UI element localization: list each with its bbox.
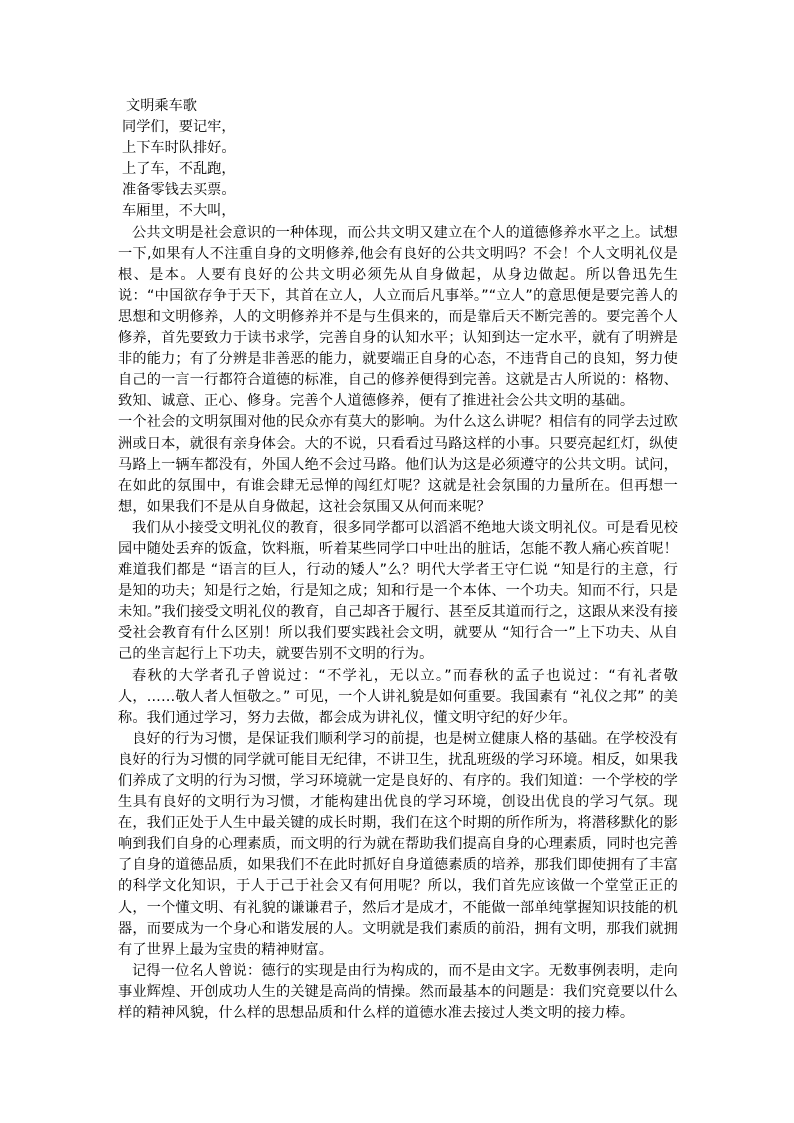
paragraph-confucius: 春秋的大学者孔子曾说过：“不学礼，无以立。”而春秋的孟子也说过：“有礼者敬人，……敬人者人恒敬之。” 可见，一个人讲礼貌是如何重要。我国素有 “礼仪之邦” 的美称。我们通过学习，努力去做，都会成为讲礼仪，懂文明守纪的好少年。 <box>118 667 678 726</box>
poem-line: 车厢里，不大叫， <box>122 203 236 220</box>
poem-line: 准备零钱去买票。 <box>122 182 236 199</box>
paragraph-behavior-habits: 良好的行为习惯，是保证我们顺利学习的前提，也是树立健康人格的基础。在学校没有良好的行为习惯的同学就可能目无纪律，不讲卫生，扰乱班级的学习环境。相反，如果我们养成了文明的行为习惯，学习环境就一定是良好的、有序的。我们知道：一个学校的学生具有良好的文明行为习惯，才能构建出优良的学习环境，创设出优良的学习气氛。现在，我们正处于人生中最关键的成长时期，我们在这个时期的所作所为，将潜移默化的影响到我们自身的心理素质，而文明的行为就在帮助我们提高自身的心理素质，同时也完善了自身的道德品质，如果我们不在此时抓好自身道德素质的培养，那我们即使拥有了丰富的科学文化知识，于人于己于社会又有何用呢？所以，我们首先应该做一个堂堂正正的人，一个懂文明、有礼貌的谦谦君子，然后才是成才，不能做一部单纯掌握知识技能的机器，而要成为一个身心和谐发展的人。文明就是我们素质的前沿，拥有文明，那我们就拥有了世界上最为宝贵的精神财富。 <box>118 730 678 958</box>
paragraph-conclusion: 记得一位名人曾说：德行的实现是由行为构成的，而不是由文字。无数事例表明，走向事业辉煌、开创成功人生的关键是高尚的情操。然而最基本的问题是：我们究竟要以什么样的精神风貌，什么样的思想品质和什么样的道德水准去接过人类文明的接力棒。 <box>118 962 678 1022</box>
poem-line: 上下车时队排好。 <box>122 140 236 157</box>
document-page <box>118 96 678 1024</box>
poem-title: 文明乘车歌 <box>126 98 197 114</box>
poem-line: 同学们，要记牢， <box>122 119 236 136</box>
paragraph-public-civility: 公共文明是社会意识的一种体现，而公共文明又建立在个人的道德修养水平之上。试想一下,如果有人不注重自身的文明修养,他会有良好的公共文明吗？不会！个人文明礼仪是根、是本。人要有良好的公共文明必须先从自身做起，从身边做起。所以鲁迅先生说：“中国欲存争于天下，其首在立人，人立而后凡事举。”“立人”的意思便是要完善人的思想和文明修养，人的文明修养并不是与生俱来的，而是靠后天不断完善的。要完善个人修养，首先要致力于读书求学，完善自身的认知水平；认知到达一定水平，就有了明辨是非的能力；有了分辨是非善恶的能力，就要端正自身的心态，不违背自己的良知，努力使自己的一言一行都符合道德的标准，自己的修养便得到完善。这就是古人所说的：格物、致知、诚意、正心、修身。完善个人道德修养，便有了推进社会公共文明的基础。 <box>118 224 678 410</box>
poem-line: 上了车，不乱跑， <box>122 161 236 178</box>
paragraph-social-atmosphere: 一个社会的文明氛围对他的民众亦有莫大的影响。为什么这么讲呢？相信有的同学去过欧洲或日本，就很有亲身体会。大的不说，只看看过马路这样的小事。只要亮起红灯，纵使马路上一辆车都没有，外国人绝不会过马路。他们认为这是必须遵守的公共文明。试问，在如此的氛围中，有谁会肆无忌惮的闯红灯呢？这就是社会氛围的力量所在。但再想一想，如果我们不是从自身做起，这社会氛围又从何而来呢？ <box>118 414 678 515</box>
paragraph-knowledge-action: 我们从小接受文明礼仪的教育，很多同学都可以滔滔不绝地大谈文明礼仪。可是看见校园中随处丢弃的饭盒，饮料瓶，听着某些同学口中吐出的脏话，怎能不教人痛心疾首呢！难道我们都是 “语言的巨人，行动的矮人”么？明代大学者王守仁说 “知是行的主意，行是知的功夫；知是行之始，行是知之成；知和行是一个本体、一个功夫。知而不行，只是未知。”我们接受文明礼仪的教育，自己却吝于履行、甚至反其道而行之，这跟从来没有接受社会教育有什么区别！所以我们要实践社会文明，就要从 “知行合一”上下功夫、从自己的坐言起行上下功夫，就要告别不文明的行为。 <box>118 519 678 663</box>
